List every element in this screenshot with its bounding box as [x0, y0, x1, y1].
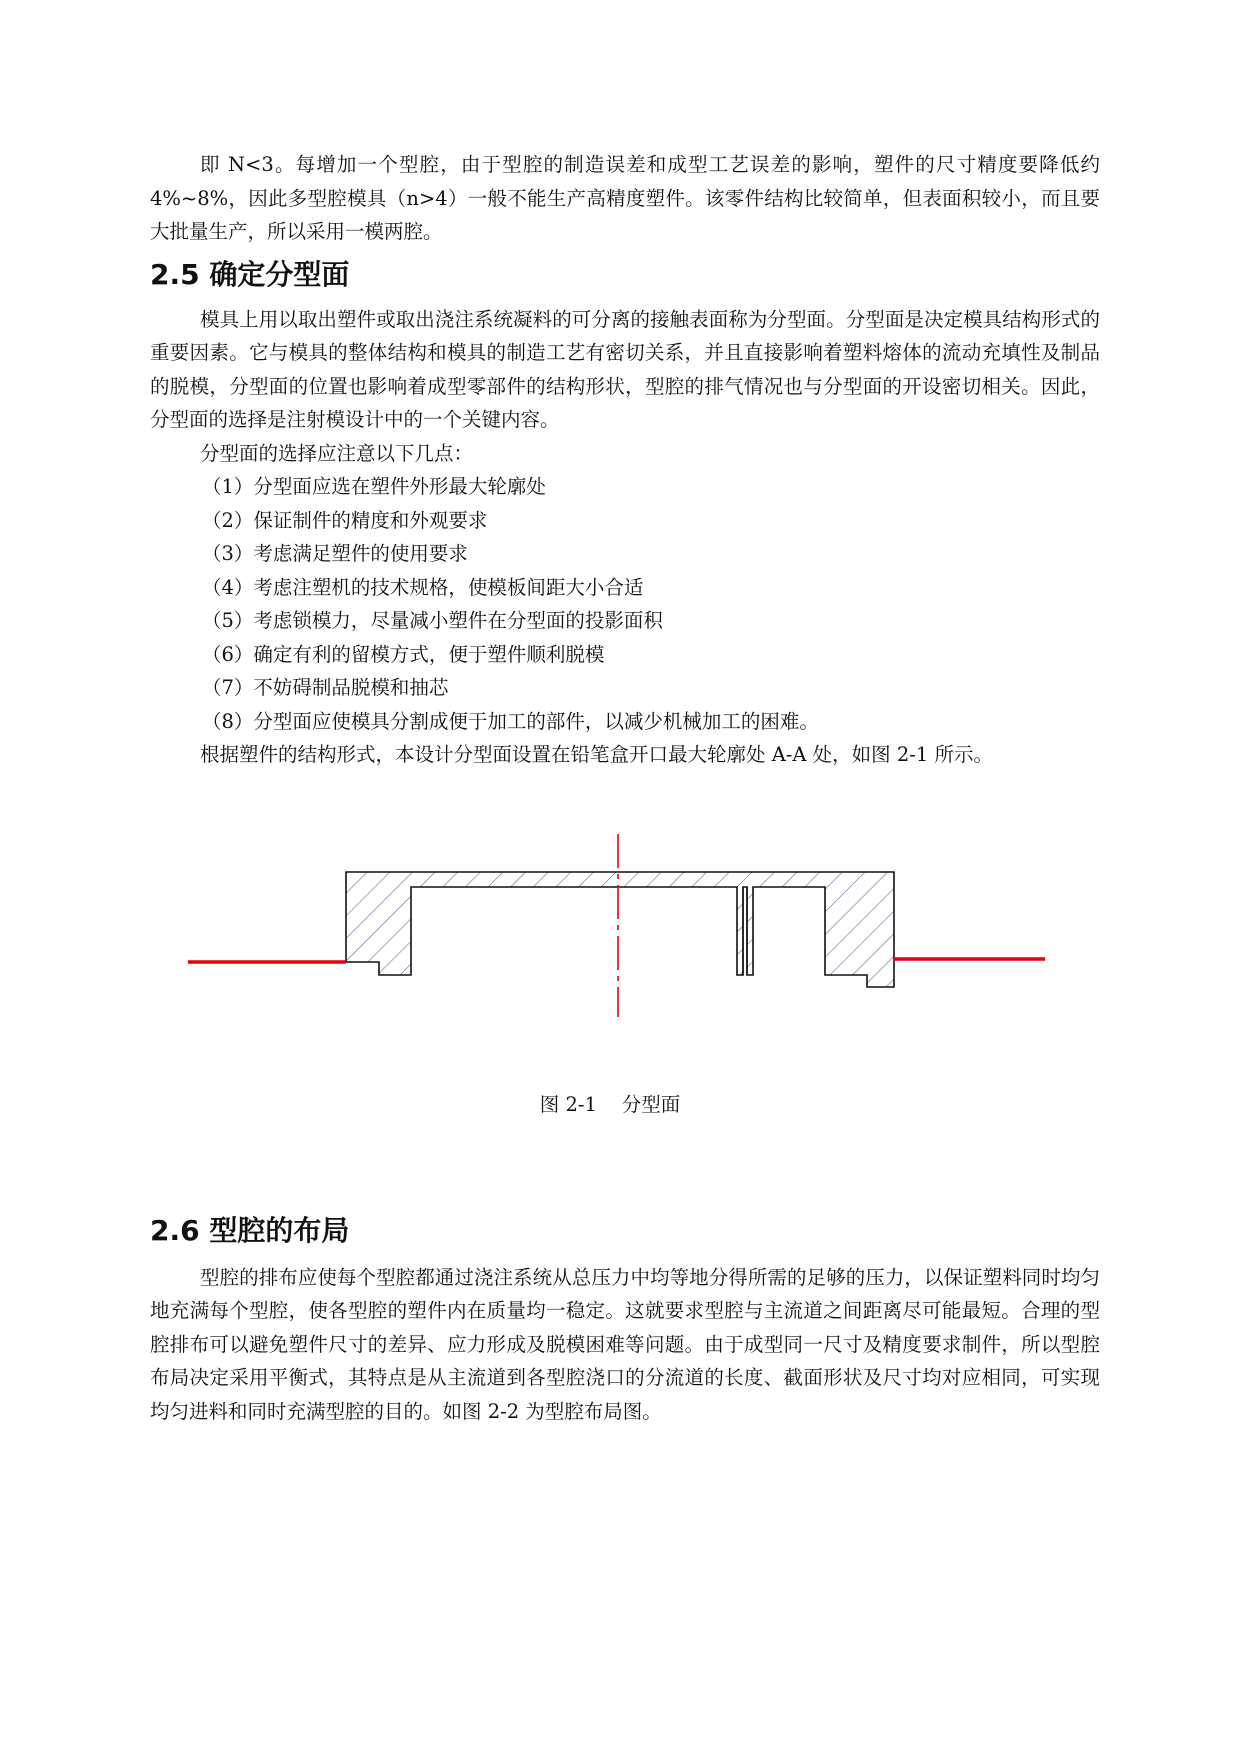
- list-item: （1）分型面应选在塑件外形最大轮廓处: [202, 475, 546, 498]
- cavity-layout-paragraph: 型腔的排布应使每个型腔都通过浇注系统从总压力中均等地分得所需的足够的压力，以保证塑料同时均匀地充满每个型腔，使各型腔的塑件内在质量均一稳定。这就要求型腔与主流道之间距离尽可能最短。合理的型腔排布可以避免塑件尺寸的差异、应力形成及脱模困难等问题。由于成型同一尺寸及精度要求制件，所以型腔布局决定采用平衡式，其特点是从主流道到各型腔浇口的分流道的长度、截面形状及尺寸均对应相同，可实现均匀进料和同时充满型腔的目的。如图 2-2 为型腔布局图。: [150, 1265, 1100, 1423]
- part-cross-section: [346, 872, 894, 987]
- parting-surface-drawing: [150, 772, 1100, 1092]
- conclusion-paragraph: 根据塑件的结构形式，本设计分型面设置在铅笔盒开口最大轮廓处 A-A 处，如图 2-1 所示。: [200, 743, 993, 766]
- section-heading-2-6: 2.6 型腔的布局: [150, 1213, 350, 1247]
- list-item: （7）不妨碍制品脱模和抽芯: [202, 676, 449, 699]
- list-item: （4）考虑注塑机的技术规格，使模板间距大小合适: [202, 575, 644, 599]
- figure-2-1: [150, 772, 1100, 1167]
- document-page: [150, 148, 1100, 1428]
- figure-caption: 图 2-1 分型面: [539, 1092, 681, 1116]
- section-heading-2-5: 2.5 确定分型面: [150, 257, 350, 291]
- requirements-list: [150, 470, 1100, 738]
- list-item: （8）分型面应使模具分割成便于加工的部件，以减少机械加工的困难。: [202, 709, 819, 733]
- intro-paragraph: 即 N<3。每增加一个型腔，由于型腔的制造误差和成型工艺误差的影响，塑件的尺寸精度要降低约 4%~8%，因此多型腔模具（n>4）一般不能生产高精度塑件。该零件结构比较简单，但表面积较小，而且要大批量生产，所以采用一模两腔。: [150, 153, 1100, 243]
- list-item: （6）确定有利的留模方式，便于塑件顺利脱模: [202, 642, 605, 666]
- list-item: （5）考虑锁模力，尽量减小塑件在分型面的投影面积: [202, 609, 663, 632]
- list-item: （3）考虑满足塑件的使用要求: [202, 542, 468, 565]
- parting-surface-paragraph: 模具上用以取出塑件或取出浇注系统凝料的可分离的接触表面称为分型面。分型面是决定模具结构形式的重要因素。它与模具的整体结构和模具的制造工艺有密切关系，并且直接影响着塑料熔体的流动充填性及制品的脱模，分型面的位置也影响着成型零部件的结构形状，型腔的排气情况也与分型面的开设密切相关。因此，分型面的选择是注射模设计中的一个关键内容。: [150, 307, 1100, 431]
- list-item: （2）保证制件的精度和外观要求: [202, 508, 488, 532]
- list-intro: 分型面的选择应注意以下几点：: [200, 441, 474, 465]
